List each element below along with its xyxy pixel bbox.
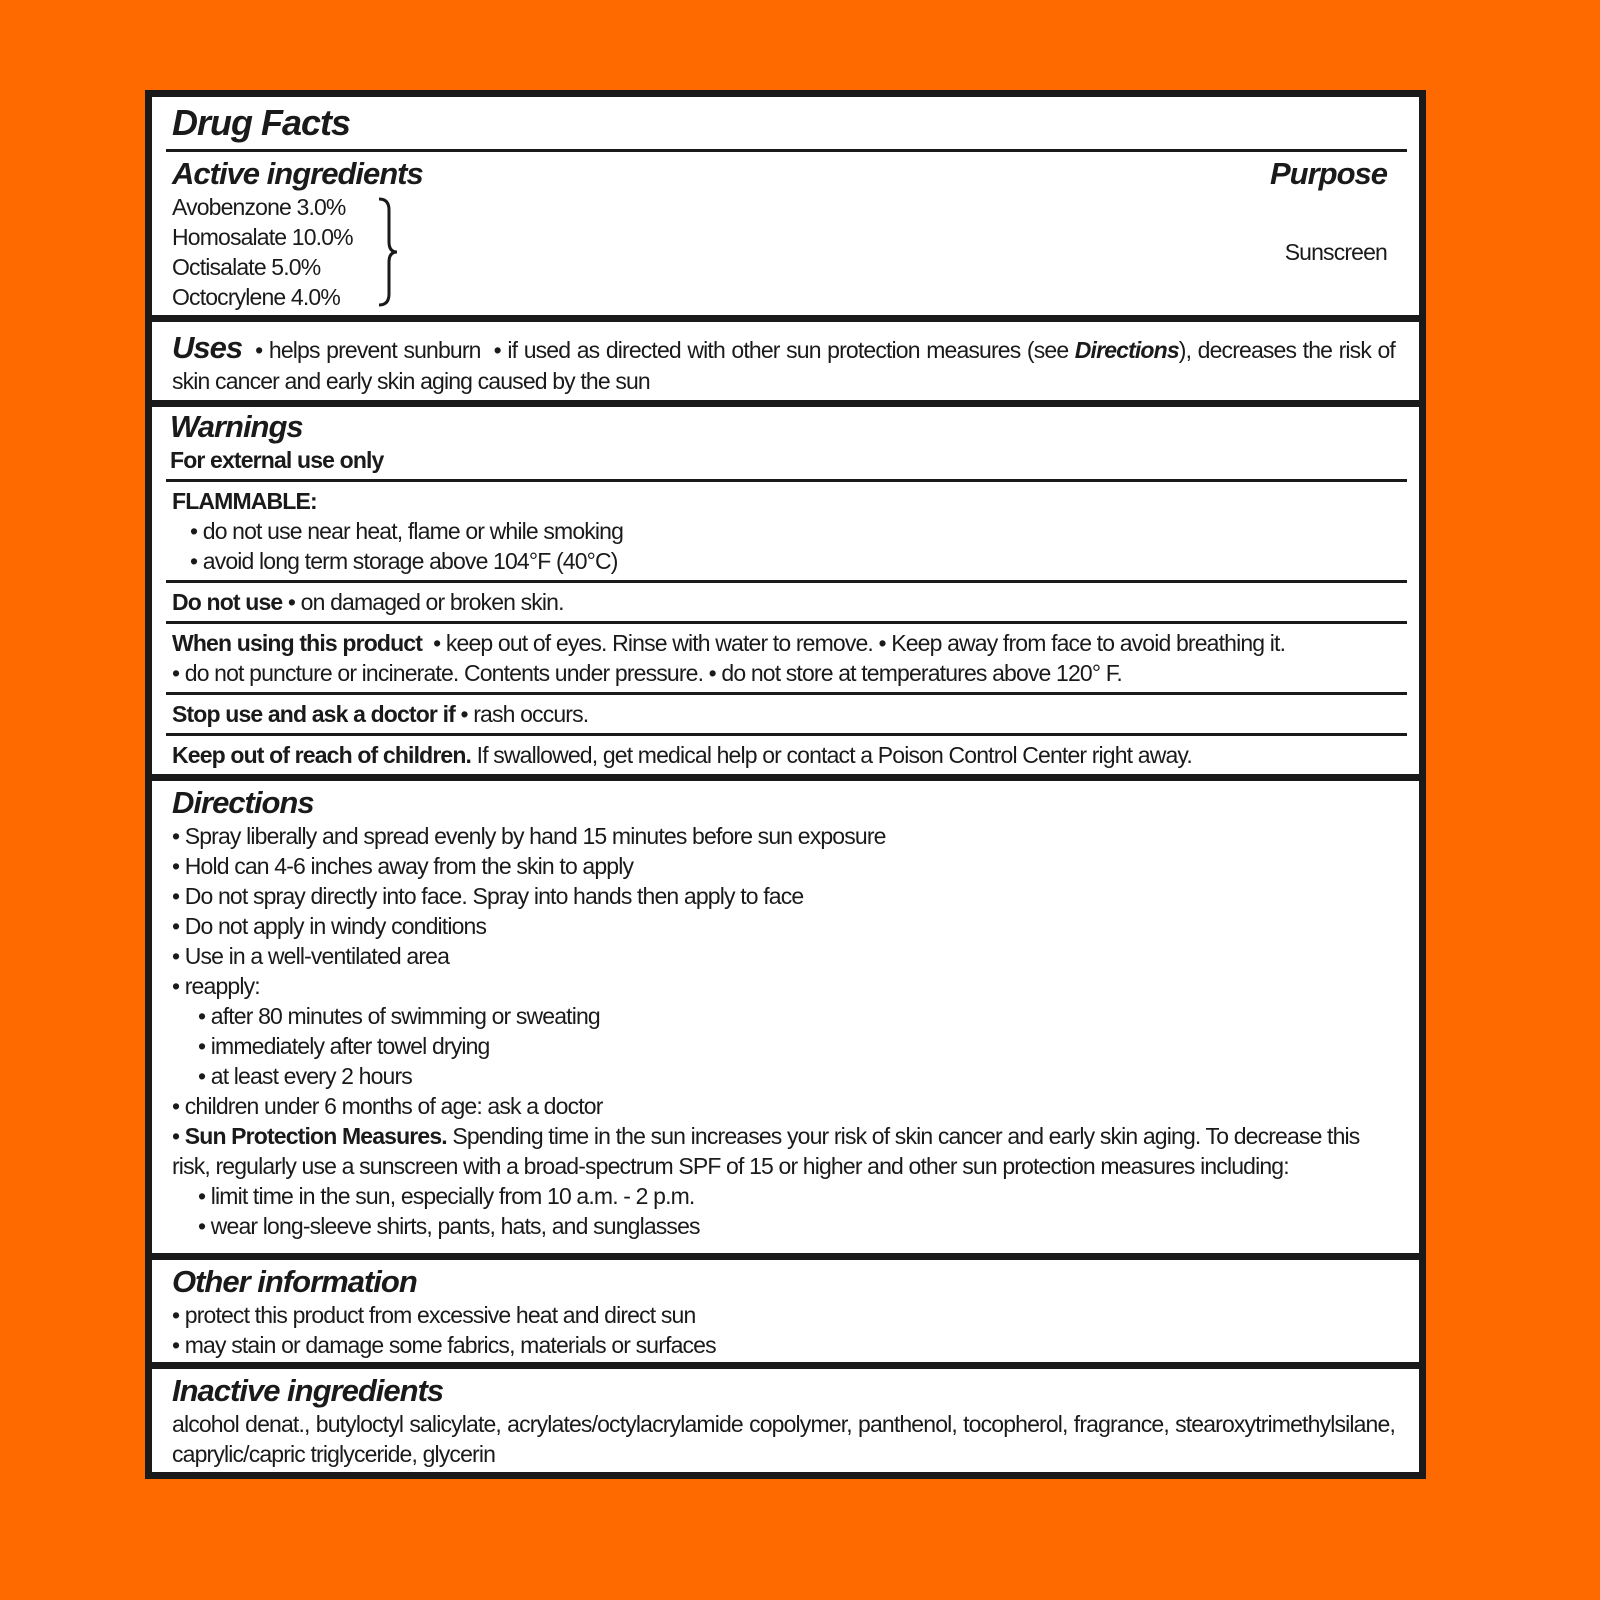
external-use: For external use only <box>170 447 384 473</box>
warnings-heading: Warnings <box>170 409 303 444</box>
uses-item: if used as directed with other sun protection measures (see <box>507 337 1075 363</box>
directions-section: Directions • Spray liberally and spread evenly by hand 15 minutes before sun exposure • Hold can 4-6 inches away from the skin to apply • Do not spray directly into face. Spray into hands then apply to face • Do not apply in windy conditions • Use in a well-ventilated area • reapply: • after 80 minutes of swimming or sweating • immediately after towel drying • at least every 2 hours • children under 6 months of age: ask a doctor • Sun Protection Measures. Spending time in the sun increases your risk of skin cancer and early skin aging. To decrease this risk, regularly use a sunscreen with a broad-spectrum SPF of 15 or higher and other sun protection measures including: • limit time in the sun, especially from 10 a.m. - 2 p.m. • wear long-sleeve shirts, pants, hats, and sunglasses <box>152 781 1419 1253</box>
other-item: may stain or damage some fabrics, materials or surfaces <box>184 1332 716 1358</box>
uses-section: Uses • helps prevent sunburn • if used as directed with other sun protection measures (see Directions), decreases the risk of skin cancer and early skin aging caused by the sun <box>172 330 1395 394</box>
brace-icon <box>375 196 415 308</box>
spm-item: wear long-sleeve shirts, pants, hats, and sunglasses <box>210 1213 700 1239</box>
do-not-use-text: on damaged or broken skin. <box>300 589 564 615</box>
when-using-text: do not puncture or incinerate. Contents under pressure. • do not store at temperatures above 120° F. <box>184 660 1122 686</box>
uses-heading: Uses <box>172 330 243 365</box>
divider <box>152 1253 1419 1260</box>
direction-item: Hold can 4-6 inches away from the skin to apply <box>184 853 634 879</box>
warnings-section: Warnings For external use only FLAMMABLE: • do not use near heat, flame or while smoking • avoid long term storage above 104°F (40°C) Do not use • on damaged or broken skin. When using this product • keep out of eyes. Rinse with water to remove. • Keep away from face to avoid breathing it. • do not puncture or incinerate. Contents under pressure. • do not store at temperatures above 120° F. Stop use and ask a doctor if • rash occurs. Keep out of reach of children. If swallowed, get medical help or contact a Poison Control Center right away. <box>152 407 1419 774</box>
stop-use-label: Stop use and ask a doctor if <box>172 701 455 727</box>
when-using-label: When using this product <box>172 630 423 656</box>
divider <box>152 774 1419 781</box>
reapply-item: after 80 minutes of swimming or sweating <box>210 1003 600 1029</box>
divider <box>152 1362 1419 1369</box>
divider <box>152 400 1419 407</box>
ingredient: Avobenzone 3.0% <box>172 194 346 220</box>
direction-item: Use in a well-ventilated area <box>184 943 450 969</box>
inactive-heading: Inactive ingredients <box>172 1373 444 1408</box>
ingredient: Homosalate 10.0% <box>172 224 353 250</box>
do-not-use-label: Do not use <box>172 589 283 615</box>
page-title: Drug Facts <box>172 102 351 143</box>
inactive-ingredients-section <box>152 1369 1419 1469</box>
other-heading: Other information <box>172 1264 417 1299</box>
reapply-item: immediately after towel drying <box>210 1033 490 1059</box>
purpose-text: Sunscreen <box>1284 239 1387 265</box>
ingredient: Octocrylene 4.0% <box>172 284 340 310</box>
flammable-label: FLAMMABLE: <box>172 488 317 514</box>
spm-text: Spending time in the sun increases your risk of skin cancer and early skin aging. To decrease this risk, regularly use a sunscreen with a broad-spectrum SPF of 15 or higher and other sun protection measures including: <box>172 1123 1360 1179</box>
purpose-heading: Purpose <box>1269 156 1387 191</box>
other-item: protect this product from excessive heat and direct sun <box>184 1302 696 1328</box>
other-information-section: Other information • protect this product from excessive heat and direct sun • may stain or damage some fabrics, materials or surfaces <box>152 1260 1419 1362</box>
direction-item: children under 6 months of age: ask a doctor <box>184 1093 603 1119</box>
directions-ref: Directions <box>1074 337 1179 363</box>
drug-facts-panel <box>145 90 1426 1479</box>
direction-item: Do not spray directly into face. Spray into hands then apply to face <box>184 883 804 909</box>
spm-item: limit time in the sun, especially from 10 a.m. - 2 p.m. <box>210 1183 695 1209</box>
spm-label: Sun Protection Measures. <box>184 1123 447 1149</box>
stop-use-text: rash occurs. <box>473 701 589 727</box>
when-using-text: keep out of eyes. Rinse with water to remove. • Keep away from face to avoid breathing it. <box>445 630 1286 656</box>
direction-item: reapply: <box>184 973 260 999</box>
direction-item: Do not apply in windy conditions <box>184 913 487 939</box>
warning-item: avoid long term storage above 104°F (40°C) <box>202 548 618 574</box>
divider <box>152 315 1419 322</box>
active-ingredients-section <box>152 152 1419 315</box>
active-heading: Active ingredients <box>172 156 423 191</box>
uses-item: helps prevent sunburn <box>268 337 481 363</box>
keep-out-text: If swallowed, get medical help or contact a Poison Control Center right away. <box>476 742 1192 768</box>
header-section <box>152 97 1419 149</box>
reapply-item: at least every 2 hours <box>210 1063 412 1089</box>
uses-item-cont: ), decreases the risk of skin cancer and early skin aging caused by the sun <box>172 337 1395 394</box>
keep-out-label: Keep out of reach of children. <box>172 742 472 768</box>
ingredient: Octisalate 5.0% <box>172 254 321 280</box>
direction-item: Spray liberally and spread evenly by hand 15 minutes before sun exposure <box>184 823 886 849</box>
inactive-text: alcohol denat., butyloctyl salicylate, acrylates/octylacrylamide copolymer, panthenol, tocopherol, fragrance, stearoxytrimethylsilane, caprylic/capric triglyceride, glycerin <box>172 1411 1395 1467</box>
ingredient-list <box>172 192 353 312</box>
directions-heading: Directions <box>172 785 314 820</box>
warning-item: do not use near heat, flame or while smoking <box>202 518 624 544</box>
